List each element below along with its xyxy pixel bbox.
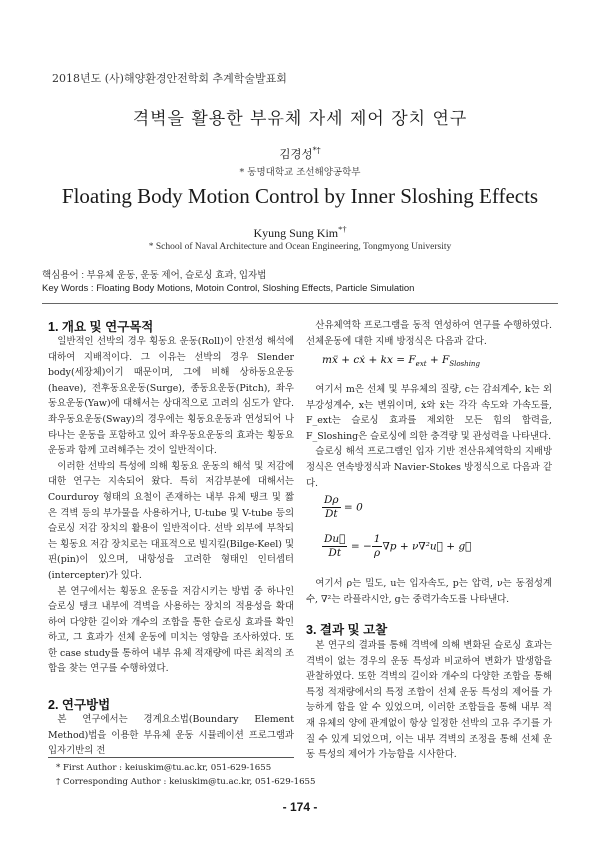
right-paragraph-2: 여기서 m은 선체 및 부유체의 질량, c는 감쇠계수, k는 외부강성계수, x는 변위이며, ẋ와 ẍ는 각각 속도와 가속도를, F_ext는 슬로싱 효과를 제외한 모든 힘의 합력을, F_Sloshing은 슬로싱에 의한 충격량 및 관성력을 나타낸다. bbox=[306, 384, 552, 442]
keywords-english-label: Key Words : bbox=[42, 283, 94, 294]
keywords-english-text: Floating Body Motions, Motoin Control, Sloshing Effects, Particle Simulation bbox=[96, 283, 415, 294]
equation-continuity-fraction: $\frac{D\rho}{Dt}$ bbox=[324, 494, 339, 520]
section-1-paragraph-3: 본 연구에서는 횡동요 운동을 저감시키는 방법 중 하나인 슬로싱 탱크 내부에 격벽을 사용하는 장치의 적용성을 확대하여 다양한 길이와 개수의 조합을 통한 슬로싱 효과를 확인하고, 그 효과가 선체 운동에 미치는 영향을 조사하였다. 또한 case study를 통하여 내부 유체 적재량에 따른 최적의 조합을 찾는 연구를 수행하였다. bbox=[48, 585, 295, 675]
equation-continuity: $\frac{D\rho}{Dt}$ = 0 bbox=[324, 494, 363, 520]
right-column-body-2 bbox=[306, 576, 552, 607]
keywords-divider bbox=[42, 303, 558, 304]
author-english-name: Kyung Sung Kim bbox=[253, 226, 339, 240]
page-number: - 174 - bbox=[282, 800, 318, 814]
section-2-paragraph-1: 본 연구에서는 경계요소법(Boundary Element Method)법을 이용한 부유체 운동 시뮬레이션 프로그램과 입자기반의 전 bbox=[48, 714, 294, 757]
equation-motion: mẍ + cẋ + kx = $F_{ext} + F_{Sloshing}$ bbox=[322, 354, 480, 368]
right-paragraph-1: 산유체역학 프로그램을 동적 연성하여 연구를 수행하였다. 선체운동에 대한 지배 방정식은 다음과 같다. bbox=[306, 320, 552, 347]
section-1-paragraph-2: 이러한 선박의 특성에 의해 횡동요 운동의 해석 및 저감에 대한 연구는 지속되어 왔다. 특히 저감부분에 대해서는 Courduroy 형태의 요철이 존재하는 내부 유체 탱크 및 짧은 격벽 등의 부가물을 사용하거나, U-tube 및 V-tube 등의 슬로싱 저감 장치의 활용이 일반적이다. 선박 외부에 부착되는 횡동요 저감 장치로는 대표적으로 빌지킬(Bilge-Keel) 및 핀(pin)이 있으며, 내항성을 고려한 형태인 인터셉터(intercepter)가 있다. bbox=[48, 460, 294, 581]
section-3-paragraph-1: 본 연구의 결과를 통해 격벽에 의해 변화된 슬로싱 효과는 격벽이 없는 경우의 운동 특성과 비교하여 변화가 발생함을 관찰하였다. 또한 격벽의 길이와 개수의 다양한 조합을 통해 특정 적재량에서의 특정 조합이 선체 운동 특성의 제어를 가능하게 함을 알 수 있었으며, 이러한 조합들을 통해 내부 적재 유체의 양에 관계없이 항상 일정한 선박의 고유 주기를 가질 수 있게 되었으며, 이는 내부 격벽의 조정을 통해 선체 운동 특성의 제어가 가능함을 시사한다. bbox=[306, 640, 552, 761]
footnote-corresponding-author: † Corresponding Author : keiuskim@tu.ac.kr, 051-629-1655 bbox=[56, 777, 316, 787]
section-1-body bbox=[48, 334, 294, 677]
keywords-korean-label: 핵심용어 : bbox=[42, 270, 84, 281]
right-paragraph-4: 여기서 ρ는 밀도, u는 입자속도, p는 압력, ν는 동점성계수, ∇²는 라플라시안, g는 중력가속도를 나타낸다. bbox=[306, 578, 552, 605]
author-korean-mark: *† bbox=[312, 146, 321, 156]
section-1-heading: 1. 개요 및 연구목적 bbox=[48, 320, 154, 334]
conference-header: 2018년도 (사)해양환경안전학회 추계학술발표회 bbox=[52, 72, 287, 85]
section-2-body bbox=[48, 712, 294, 759]
affiliation-korean: * 동명대학교 조선해양공학부 bbox=[239, 167, 361, 178]
section-2-heading: 2. 연구방법 bbox=[48, 698, 111, 712]
footnote-first-author: * First Author : keiuskim@tu.ac.kr, 051-629-1655 bbox=[56, 763, 272, 773]
right-column-intro bbox=[306, 318, 552, 349]
equation-ns-lhs: $\frac{Du⃗}{Dt}$ bbox=[324, 533, 346, 559]
right-column-body-1 bbox=[306, 382, 552, 491]
section-1-paragraph-1: 일반적인 선박의 경우 횡동요 운동(Roll)이 안전성 해석에 대하여 지배적이다. 그 이유는 선박의 경우 Slender body(세장체)이기 때문이며, 그에 비해 상하동요운동(heave), 전후동요운동(Surge), 종동요운동(Pitch), 좌우동요운동(Yaw)에 대해서는 상대적으로 고려의 심도가 얕다. 좌우동요운동(Sway)의 경우에는 횡동요운동과 연성되어 나타나는 운동을 포함하고 있어 좌우동요운동의 효과는 횡동요 운동과 함께 고려해주는 것이 일반적이다. bbox=[48, 336, 294, 457]
keywords-english bbox=[42, 283, 414, 294]
right-paragraph-3: 슬로싱 해석 프로그램인 입자 기반 전산유체역학의 지배방정식은 연속방정식과 Navier-Stokes 방정식으로 다음과 같다. bbox=[306, 446, 552, 489]
footnotes bbox=[56, 761, 315, 789]
author-english-mark: *† bbox=[338, 225, 347, 234]
footnote-divider bbox=[48, 757, 294, 758]
affiliation-english: * School of Naval Architecture and Ocean Engineering, Tongmyong University bbox=[148, 242, 452, 252]
section-3-body bbox=[306, 638, 552, 763]
paper-title-english: Floating Body Motion Control by Inner Sloshing Effects bbox=[61, 184, 539, 208]
author-korean-name: 김경성 bbox=[279, 147, 313, 161]
keywords-korean bbox=[42, 267, 266, 281]
section-3-heading: 3. 결과 및 고찰 bbox=[306, 623, 388, 637]
equation-navier-stokes: $\frac{Du⃗}{Dt}$ = − $\frac{1}{\rho}$ ∇p + ν∇²u⃗ + g⃗ bbox=[324, 533, 472, 559]
author-english bbox=[0, 225, 600, 241]
equation-ns-coefficient: $\frac{1}{\rho}$ bbox=[373, 533, 381, 559]
author-korean bbox=[0, 146, 600, 162]
keywords-korean-text: 부유체 운동, 운동 제어, 슬로싱 효과, 입자법 bbox=[86, 270, 267, 281]
paper-title-korean: 격벽을 활용한 부유체 자세 제어 장치 연구 bbox=[132, 109, 468, 129]
